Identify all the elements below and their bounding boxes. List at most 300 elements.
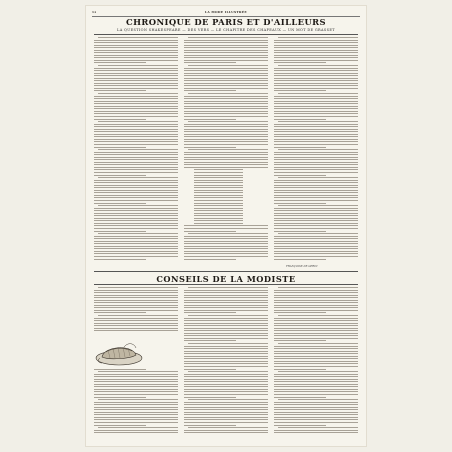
text-line bbox=[94, 144, 178, 145]
text-line bbox=[184, 384, 268, 385]
text-line bbox=[274, 131, 358, 132]
text-line bbox=[94, 248, 178, 249]
text-line bbox=[274, 78, 358, 79]
text-line bbox=[274, 136, 358, 137]
text-line bbox=[184, 124, 268, 125]
text-line bbox=[94, 425, 146, 426]
text-line bbox=[94, 389, 178, 390]
text-line bbox=[184, 335, 268, 336]
text-line bbox=[184, 358, 268, 359]
text-line bbox=[188, 287, 268, 288]
text-line bbox=[274, 391, 358, 392]
text-line bbox=[94, 376, 178, 377]
text-line bbox=[274, 182, 358, 183]
text-line bbox=[184, 164, 268, 165]
text-line bbox=[274, 419, 358, 420]
text-line bbox=[274, 425, 326, 426]
text-line bbox=[274, 83, 358, 84]
page-number: 94 bbox=[92, 10, 97, 14]
text-line bbox=[94, 124, 178, 125]
text-line bbox=[94, 430, 178, 431]
text-line bbox=[94, 157, 178, 158]
text-line bbox=[184, 348, 268, 349]
text-line bbox=[94, 414, 178, 415]
text-line bbox=[184, 75, 268, 76]
text-line bbox=[278, 315, 358, 316]
text-line bbox=[274, 320, 358, 321]
divider bbox=[94, 284, 358, 285]
text-line bbox=[94, 147, 146, 148]
text-line bbox=[94, 108, 178, 109]
text-line bbox=[184, 320, 268, 321]
text-line bbox=[94, 328, 178, 329]
text-line bbox=[274, 60, 358, 61]
text-line bbox=[274, 363, 358, 364]
text-line bbox=[184, 379, 268, 380]
text-line bbox=[274, 307, 358, 308]
text-line bbox=[194, 208, 243, 209]
text-line bbox=[274, 310, 358, 311]
text-line bbox=[274, 241, 358, 242]
text-line bbox=[278, 399, 358, 400]
text-line bbox=[274, 348, 358, 349]
text-line bbox=[94, 192, 178, 193]
text-line bbox=[184, 290, 268, 291]
text-line bbox=[274, 167, 358, 168]
magazine-page bbox=[86, 6, 366, 446]
text-line bbox=[194, 203, 243, 204]
text-line bbox=[184, 126, 268, 127]
text-line bbox=[94, 136, 178, 137]
text-line bbox=[184, 108, 268, 109]
text-line bbox=[94, 169, 178, 170]
text-line bbox=[274, 139, 358, 140]
text-line bbox=[94, 57, 178, 58]
text-line bbox=[194, 213, 243, 214]
text-line bbox=[94, 96, 178, 97]
text-line bbox=[274, 113, 358, 114]
text-line bbox=[94, 152, 178, 153]
text-line bbox=[94, 164, 178, 165]
text-line bbox=[184, 394, 268, 395]
text-line bbox=[184, 340, 236, 341]
text-line bbox=[94, 417, 178, 418]
article-body bbox=[94, 37, 358, 263]
text-line bbox=[98, 121, 178, 122]
text-line bbox=[94, 404, 178, 405]
text-line bbox=[274, 259, 326, 260]
text-line bbox=[94, 111, 178, 112]
text-line bbox=[274, 73, 358, 74]
text-line bbox=[94, 134, 178, 135]
text-line bbox=[94, 243, 178, 244]
text-line bbox=[274, 256, 358, 257]
text-column-1 bbox=[94, 37, 178, 263]
text-line bbox=[184, 101, 268, 102]
text-line bbox=[184, 386, 268, 387]
text-line bbox=[184, 52, 268, 53]
text-line bbox=[274, 318, 358, 319]
text-line bbox=[184, 139, 268, 140]
text-line bbox=[274, 40, 358, 41]
text-line bbox=[274, 236, 358, 237]
text-line bbox=[94, 220, 178, 221]
text-line bbox=[274, 243, 358, 244]
section-title: CONSEILS DE LA MODISTE bbox=[156, 274, 296, 284]
text-line bbox=[188, 65, 268, 66]
text-line bbox=[184, 241, 268, 242]
text-line bbox=[274, 290, 358, 291]
text-line bbox=[94, 175, 146, 176]
text-line bbox=[98, 287, 178, 288]
text-line bbox=[188, 371, 268, 372]
text-line bbox=[184, 422, 268, 423]
text-line bbox=[184, 50, 268, 51]
text-line bbox=[194, 185, 243, 186]
text-line bbox=[184, 88, 268, 89]
text-line bbox=[194, 195, 243, 196]
text-line bbox=[188, 149, 268, 150]
text-line bbox=[94, 210, 178, 211]
text-line bbox=[184, 131, 268, 132]
text-line bbox=[94, 290, 178, 291]
text-line bbox=[94, 325, 178, 326]
text-line bbox=[184, 412, 268, 413]
text-line bbox=[94, 185, 178, 186]
text-line bbox=[194, 192, 243, 193]
text-line bbox=[274, 98, 358, 99]
text-line bbox=[194, 200, 243, 201]
text-line bbox=[94, 88, 178, 89]
text-line bbox=[274, 379, 358, 380]
text-line bbox=[184, 80, 268, 81]
text-line bbox=[184, 414, 268, 415]
text-line bbox=[94, 113, 178, 114]
text-line bbox=[94, 386, 178, 387]
text-line bbox=[274, 218, 358, 219]
text-line bbox=[184, 243, 268, 244]
text-line bbox=[274, 366, 358, 367]
text-line bbox=[94, 126, 178, 127]
text-line bbox=[184, 70, 268, 71]
text-line bbox=[274, 361, 358, 362]
text-line bbox=[94, 131, 178, 132]
text-line bbox=[274, 338, 358, 339]
text-line bbox=[184, 312, 236, 313]
text-line bbox=[274, 333, 358, 334]
text-line bbox=[94, 323, 178, 324]
text-line bbox=[274, 57, 358, 58]
text-line bbox=[274, 369, 326, 370]
text-line bbox=[94, 47, 178, 48]
text-line bbox=[184, 231, 236, 232]
text-line bbox=[184, 407, 268, 408]
text-line bbox=[274, 106, 358, 107]
text-line bbox=[274, 62, 326, 63]
text-line bbox=[94, 432, 178, 433]
text-line bbox=[94, 295, 178, 296]
text-line bbox=[274, 402, 358, 403]
text-line bbox=[188, 37, 268, 38]
text-line bbox=[184, 381, 268, 382]
text-line bbox=[184, 305, 268, 306]
text-line bbox=[188, 233, 268, 234]
text-line bbox=[274, 353, 358, 354]
text-line bbox=[274, 225, 358, 226]
text-line bbox=[274, 305, 358, 306]
text-line bbox=[94, 397, 146, 398]
text-line bbox=[278, 149, 358, 150]
text-line bbox=[184, 330, 268, 331]
text-line bbox=[184, 152, 268, 153]
text-line bbox=[274, 356, 358, 357]
text-line bbox=[94, 302, 178, 303]
text-line bbox=[184, 159, 268, 160]
text-line bbox=[274, 90, 326, 91]
text-line bbox=[194, 169, 243, 170]
text-line bbox=[184, 157, 268, 158]
text-line bbox=[184, 154, 268, 155]
text-line bbox=[94, 374, 178, 375]
text-line bbox=[184, 42, 268, 43]
text-line bbox=[184, 366, 268, 367]
text-line bbox=[278, 233, 358, 234]
text-line bbox=[184, 425, 236, 426]
text-line bbox=[274, 404, 358, 405]
text-line bbox=[98, 177, 178, 178]
text-line bbox=[98, 65, 178, 66]
text-line bbox=[94, 218, 178, 219]
publication-name: LA MODE ILLUSTRÉE bbox=[205, 10, 247, 14]
text-line bbox=[94, 182, 178, 183]
text-line bbox=[184, 106, 268, 107]
text-line bbox=[274, 386, 358, 387]
text-line bbox=[94, 213, 178, 214]
text-line bbox=[94, 246, 178, 247]
text-line bbox=[94, 85, 178, 86]
text-line bbox=[94, 384, 178, 385]
text-line bbox=[274, 384, 358, 385]
text-line bbox=[274, 134, 358, 135]
text-line bbox=[274, 300, 358, 301]
text-line bbox=[94, 330, 178, 331]
article-subtitle: LA QUESTION SHAKESPEARE — DES VERS — LE CHAPITRE DES CHAPEAUX — UN MOT DE GRASSET bbox=[117, 28, 335, 32]
text-line bbox=[94, 45, 178, 46]
text-line bbox=[194, 215, 243, 216]
text-line bbox=[94, 180, 178, 181]
text-line bbox=[274, 330, 358, 331]
text-line bbox=[94, 190, 178, 191]
text-line bbox=[184, 300, 268, 301]
text-line bbox=[274, 129, 358, 130]
text-line bbox=[274, 228, 358, 229]
text-line bbox=[194, 177, 243, 178]
text-line bbox=[184, 323, 268, 324]
text-line bbox=[184, 417, 268, 418]
text-line bbox=[274, 323, 358, 324]
text-line bbox=[184, 310, 268, 311]
text-line bbox=[94, 187, 178, 188]
text-line bbox=[94, 259, 146, 260]
text-line bbox=[278, 65, 358, 66]
text-line bbox=[184, 404, 268, 405]
text-line bbox=[184, 346, 268, 347]
text-column-3 bbox=[274, 287, 358, 439]
text-line bbox=[94, 154, 178, 155]
text-line bbox=[274, 213, 358, 214]
text-line bbox=[274, 101, 358, 102]
text-line bbox=[184, 295, 268, 296]
text-line bbox=[94, 318, 178, 319]
text-line bbox=[94, 203, 146, 204]
text-line bbox=[274, 52, 358, 53]
text-line bbox=[274, 407, 358, 408]
text-line bbox=[274, 432, 358, 433]
text-line bbox=[184, 78, 268, 79]
text-line bbox=[98, 149, 178, 150]
text-line bbox=[274, 192, 358, 193]
text-line bbox=[278, 287, 358, 288]
text-line bbox=[274, 141, 358, 142]
text-line bbox=[184, 328, 268, 329]
text-line bbox=[94, 305, 178, 306]
text-line bbox=[274, 124, 358, 125]
text-line bbox=[184, 376, 268, 377]
text-line bbox=[184, 119, 236, 120]
text-line bbox=[184, 141, 268, 142]
text-line bbox=[188, 121, 268, 122]
text-line bbox=[184, 228, 268, 229]
text-line bbox=[94, 80, 178, 81]
text-line bbox=[94, 172, 178, 173]
text-line bbox=[278, 343, 358, 344]
text-line bbox=[184, 430, 268, 431]
text-line bbox=[274, 42, 358, 43]
text-line bbox=[194, 210, 243, 211]
text-line bbox=[94, 208, 178, 209]
text-line bbox=[184, 236, 268, 237]
text-line bbox=[94, 197, 178, 198]
text-line bbox=[278, 121, 358, 122]
text-line bbox=[184, 253, 268, 254]
text-line bbox=[94, 98, 178, 99]
text-line bbox=[94, 407, 178, 408]
text-line bbox=[184, 136, 268, 137]
text-line bbox=[94, 300, 178, 301]
text-line bbox=[94, 422, 178, 423]
text-line bbox=[274, 119, 326, 120]
text-line bbox=[184, 351, 268, 352]
text-line bbox=[188, 427, 268, 428]
text-line bbox=[184, 292, 268, 293]
text-line bbox=[274, 169, 358, 170]
text-line bbox=[184, 363, 268, 364]
text-line bbox=[274, 358, 358, 359]
text-line bbox=[184, 40, 268, 41]
text-line bbox=[184, 162, 268, 163]
article-signature: FRANÇOISE DE GERIN bbox=[286, 265, 318, 268]
text-line bbox=[94, 333, 178, 334]
text-line bbox=[194, 218, 243, 219]
text-line bbox=[94, 68, 178, 69]
text-line bbox=[274, 103, 358, 104]
text-line bbox=[274, 409, 358, 410]
text-line bbox=[94, 129, 178, 130]
text-line bbox=[98, 371, 178, 372]
text-line bbox=[188, 93, 268, 94]
text-line bbox=[194, 197, 243, 198]
text-line bbox=[184, 374, 268, 375]
text-line bbox=[94, 312, 146, 313]
text-line bbox=[194, 172, 243, 173]
text-line bbox=[184, 96, 268, 97]
text-column-3 bbox=[274, 37, 358, 263]
text-line bbox=[274, 248, 358, 249]
text-line bbox=[184, 338, 268, 339]
text-line bbox=[274, 414, 358, 415]
text-line bbox=[274, 430, 358, 431]
running-header bbox=[92, 10, 360, 17]
text-line bbox=[94, 141, 178, 142]
text-line bbox=[274, 220, 358, 221]
text-line bbox=[274, 75, 358, 76]
text-line bbox=[274, 231, 326, 232]
text-line bbox=[184, 256, 268, 257]
text-line bbox=[184, 129, 268, 130]
text-line bbox=[274, 397, 326, 398]
text-line bbox=[184, 83, 268, 84]
text-line bbox=[274, 50, 358, 51]
text-line bbox=[274, 162, 358, 163]
text-line bbox=[188, 315, 268, 316]
text-line bbox=[278, 93, 358, 94]
text-line bbox=[94, 335, 178, 336]
text-line bbox=[184, 419, 268, 420]
text-line bbox=[94, 379, 178, 380]
text-line bbox=[184, 259, 236, 260]
text-line bbox=[274, 412, 358, 413]
text-line bbox=[274, 295, 358, 296]
text-line bbox=[274, 251, 358, 252]
text-line bbox=[194, 223, 243, 224]
text-line bbox=[184, 356, 268, 357]
text-line bbox=[184, 238, 268, 239]
text-line bbox=[184, 361, 268, 362]
text-line bbox=[94, 409, 178, 410]
text-line bbox=[94, 159, 178, 160]
text-line bbox=[184, 397, 236, 398]
text-line bbox=[184, 60, 268, 61]
text-line bbox=[274, 351, 358, 352]
text-line bbox=[94, 40, 178, 41]
divider bbox=[94, 271, 358, 272]
text-line bbox=[278, 177, 358, 178]
text-line bbox=[94, 419, 178, 420]
text-line bbox=[194, 175, 243, 176]
text-line bbox=[94, 225, 178, 226]
text-line bbox=[184, 134, 268, 135]
text-line bbox=[94, 75, 178, 76]
text-line bbox=[274, 215, 358, 216]
text-line bbox=[274, 187, 358, 188]
text-line bbox=[188, 399, 268, 400]
text-line bbox=[184, 103, 268, 104]
text-line bbox=[184, 55, 268, 56]
text-line bbox=[94, 231, 146, 232]
text-line bbox=[184, 302, 268, 303]
text-line bbox=[274, 157, 358, 158]
text-line bbox=[94, 256, 178, 257]
